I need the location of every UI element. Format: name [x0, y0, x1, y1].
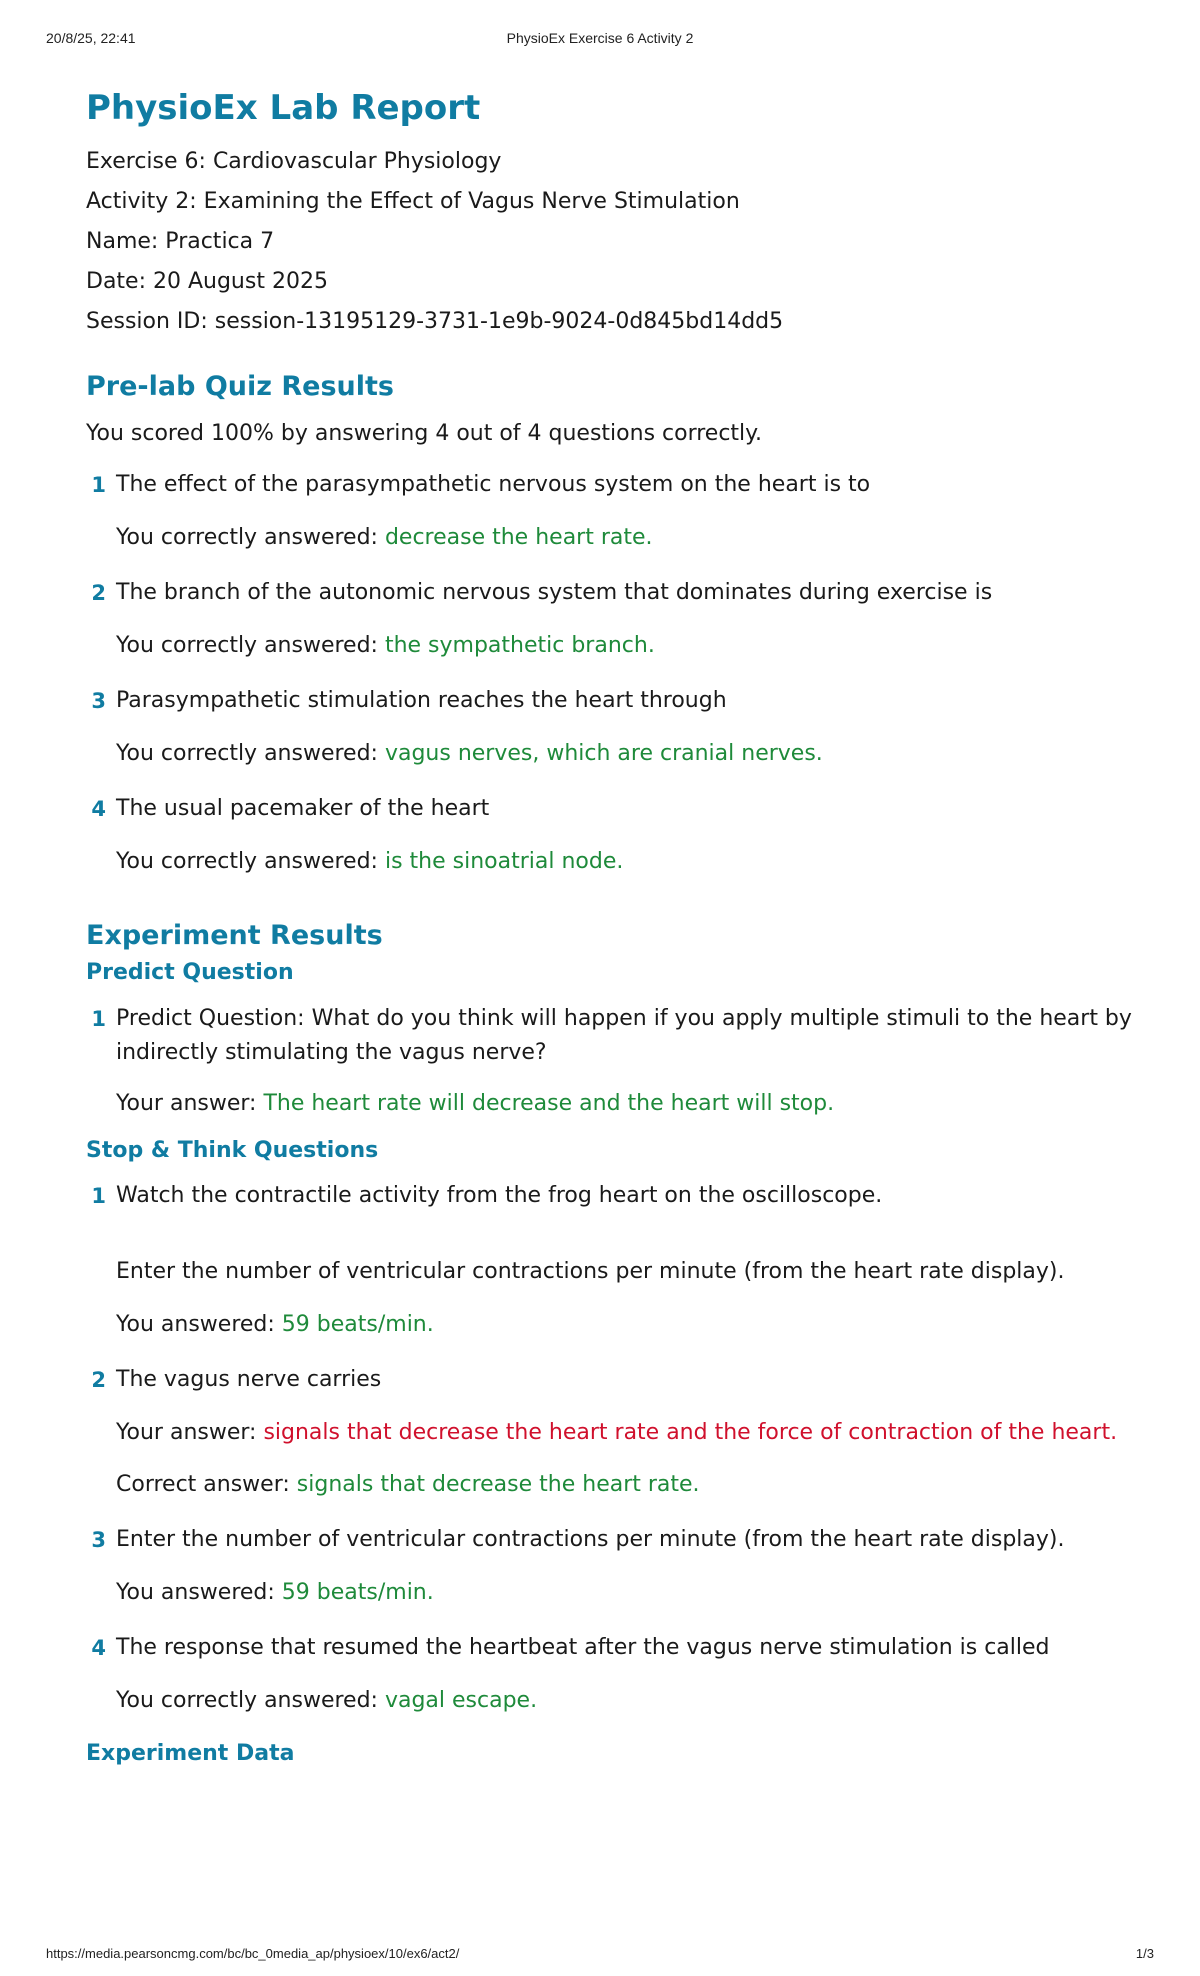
experiment-heading: Experiment Results — [86, 920, 383, 951]
prelab-question — [86, 576, 1146, 663]
question-number: 3 — [91, 689, 106, 713]
prelab-question — [86, 792, 1146, 879]
print-footer — [46, 1946, 1154, 1966]
your-answer: 59 beats/min. — [281, 1580, 434, 1605]
question-text: The response that resumed the heartbeat after the vagus nerve stimulation is called — [116, 1635, 1050, 1660]
stop-think-question — [86, 1523, 1146, 1610]
question-number: 3 — [91, 1528, 106, 1552]
question-number: 2 — [91, 581, 106, 605]
print-title: PhysioEx Exercise 6 Activity 2 — [506, 30, 694, 46]
answer-line — [116, 1308, 1146, 1342]
correct-answer: the sympathetic branch. — [384, 633, 655, 658]
answer-prefix: You correctly answered: — [116, 1688, 385, 1713]
answer-prefix: You correctly answered: — [116, 633, 385, 658]
question-text-continued: Enter the number of ventricular contractions per minute (from the heart rate display). — [116, 1259, 1065, 1284]
prelab-question — [86, 468, 1146, 555]
your-answer-line — [116, 1416, 1146, 1450]
page-url: https://media.pearsoncmg.com/bc/bc_0media_ap/physioex/10/ex6/act2/ — [46, 1946, 460, 1961]
question-text: Parasympathetic stimulation reaches the heart through — [116, 688, 727, 713]
answer-line — [116, 1576, 1146, 1610]
stop-think-question — [86, 1179, 1146, 1342]
date-line: Date: 20 August 2025 — [86, 269, 328, 294]
answer-prefix: Correct answer: — [116, 1472, 297, 1497]
question-text: The branch of the autonomic nervous system that dominates during exercise is — [116, 580, 993, 605]
print-header — [46, 30, 1154, 50]
correct-answer: vagus nerves, which are cranial nerves. — [384, 741, 823, 766]
print-date: 20/8/25, 22:41 — [46, 30, 136, 46]
experiment-data-heading: Experiment Data — [86, 1741, 295, 1766]
question-text: Predict Question: What do you think will happen if you apply multiple stimuli to the heart by indirectly stimulating the vagus nerve? — [116, 1006, 1132, 1065]
answer-line — [116, 737, 1146, 771]
question-text: Enter the number of ventricular contractions per minute (from the heart rate display). — [116, 1527, 1065, 1552]
question-text: Watch the contractile activity from the frog heart on the oscilloscope. — [116, 1183, 883, 1208]
your-answer: 59 beats/min. — [281, 1312, 434, 1337]
stop-think-question — [86, 1363, 1146, 1502]
answer-line — [116, 845, 1146, 879]
name-line: Name: Practica 7 — [86, 229, 275, 254]
exercise-line: Exercise 6: Cardiovascular Physiology — [86, 149, 502, 174]
question-text: The usual pacemaker of the heart — [116, 796, 490, 821]
answer-prefix: You correctly answered: — [116, 525, 385, 550]
incorrect-answer: signals that decrease the heart rate and the force of contraction of the heart. — [263, 1420, 1118, 1445]
question-number: 1 — [91, 473, 106, 497]
answer-line — [116, 1684, 1146, 1718]
answer-prefix: You answered: — [116, 1312, 282, 1337]
activity-line: Activity 2: Examining the Effect of Vagus Nerve Stimulation — [86, 189, 740, 214]
correct-answer-line — [116, 1468, 1146, 1502]
stop-think-heading: Stop & Think Questions — [86, 1138, 379, 1163]
report-title: PhysioEx Lab Report — [86, 88, 481, 128]
report-content — [86, 86, 1146, 1770]
answer-prefix: You correctly answered: — [116, 849, 385, 874]
question-text: The vagus nerve carries — [116, 1367, 382, 1392]
stop-think-question — [86, 1631, 1146, 1718]
prelab-question — [86, 684, 1146, 771]
page-number: 1/3 — [1135, 1946, 1154, 1961]
answer-prefix: Your answer: — [116, 1091, 264, 1116]
answer-prefix: You answered: — [116, 1580, 282, 1605]
correct-answer: is the sinoatrial node. — [384, 849, 624, 874]
answer-line — [116, 521, 1146, 555]
predict-heading: Predict Question — [86, 960, 294, 985]
question-number: 1 — [91, 1007, 106, 1031]
correct-answer: vagal escape. — [384, 1688, 538, 1713]
correct-answer: decrease the heart rate. — [384, 525, 653, 550]
prelab-heading: Pre-lab Quiz Results — [86, 371, 394, 402]
correct-answer: signals that decrease the heart rate. — [296, 1472, 700, 1497]
answer-line — [116, 629, 1146, 663]
question-number: 4 — [91, 1636, 106, 1660]
predict-question — [86, 1002, 1146, 1121]
session-line: Session ID: session-13195129-3731-1e9b-9024-0d845bd14dd5 — [86, 309, 784, 334]
question-text: The effect of the parasympathetic nervous system on the heart is to — [116, 472, 871, 497]
answer-prefix: Your answer: — [116, 1420, 264, 1445]
answer-line — [116, 1087, 1146, 1121]
question-number: 1 — [91, 1184, 106, 1208]
your-answer: The heart rate will decrease and the heart will stop. — [263, 1091, 835, 1116]
answer-prefix: You correctly answered: — [116, 741, 385, 766]
report-meta — [86, 142, 1146, 342]
prelab-score: You scored 100% by answering 4 out of 4 questions correctly. — [86, 421, 763, 446]
question-number: 2 — [91, 1368, 106, 1392]
question-number: 4 — [91, 797, 106, 821]
